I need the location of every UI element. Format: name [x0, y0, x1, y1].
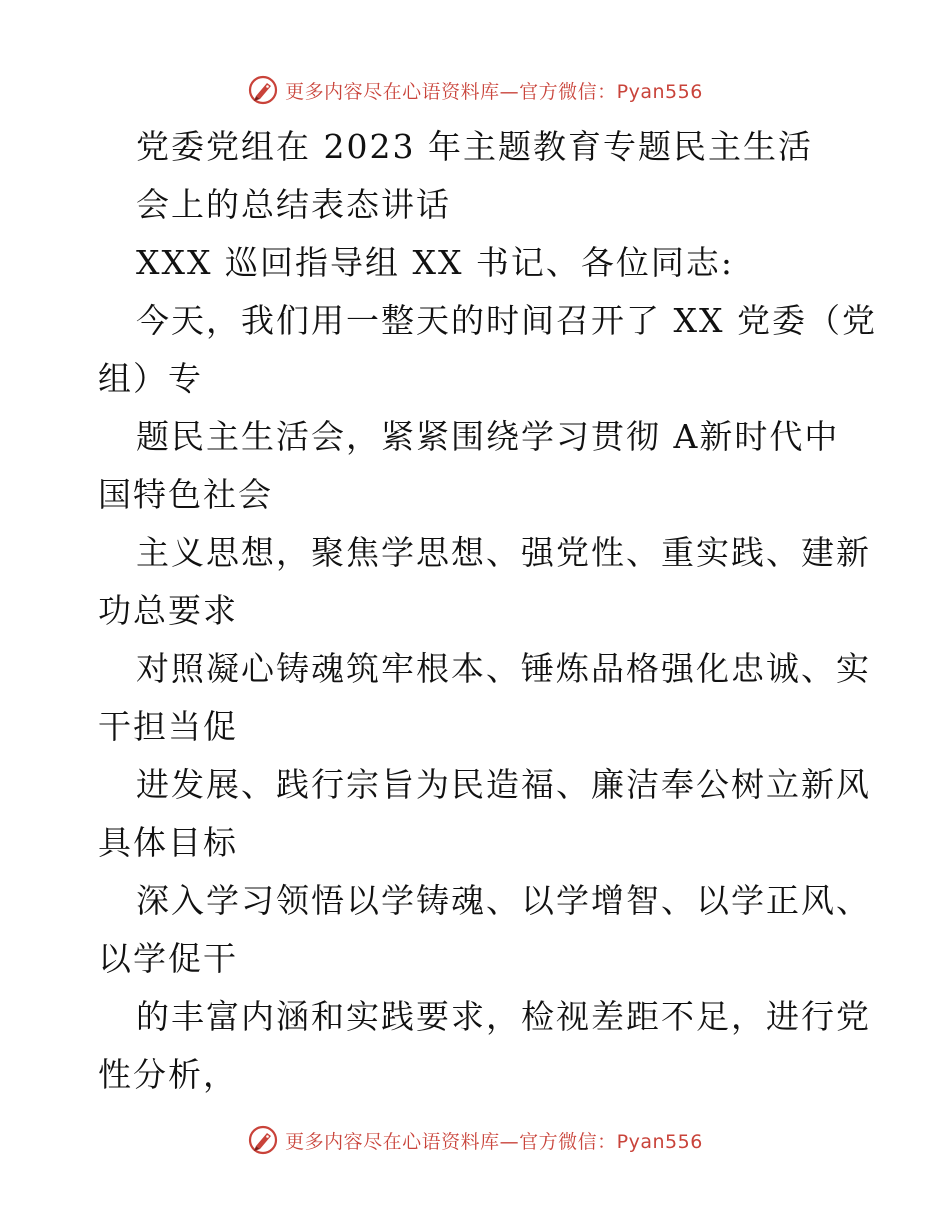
- document-line: 性分析，: [98, 1055, 238, 1094]
- document-line: 对照凝心铸魂筑牢根本、锤炼品格强化忠诚、实: [136, 649, 871, 688]
- document-line: 深入学习领悟以学铸魂、以学增智、以学正风、: [136, 881, 871, 920]
- pen-logo-icon: [247, 74, 279, 106]
- document-line: 主义思想，聚焦学思想、强党性、重实践、建新: [136, 533, 871, 572]
- footer-banner: [0, 1120, 950, 1160]
- header-banner-text: 更多内容尽在心语资料库—官方微信：Pyan556: [285, 80, 703, 103]
- document-line: 进发展、践行宗旨为民造福、廉洁奉公树立新风: [136, 765, 871, 804]
- footer-banner-text: 更多内容尽在心语资料库—官方微信：Pyan556: [285, 1130, 703, 1153]
- document-line: XXX 巡回指导组 XX 书记、各位同志:: [136, 243, 735, 282]
- header-banner: [0, 70, 950, 110]
- document-line: 今天，我们用一整天的时间召开了 XX 党委（党: [136, 301, 877, 340]
- document-line: 党委党组在 2023 年主题教育专题民主生活: [136, 127, 813, 166]
- document-line: 的丰富内涵和实践要求，检视差距不足，进行党: [136, 997, 871, 1036]
- document-line: 国特色社会: [98, 475, 273, 514]
- document-line: 题民主生活会，紧紧围绕学习贯彻 A新时代中: [136, 417, 840, 456]
- pen-logo-icon: [247, 1124, 279, 1156]
- document-line: 功总要求: [98, 591, 238, 630]
- document-line: 组）专: [98, 359, 203, 398]
- document-body: [98, 118, 877, 1104]
- document-line: 具体目标: [98, 823, 238, 862]
- document-line: 会上的总结表态讲话: [136, 185, 451, 224]
- document-line: 干担当促: [98, 707, 238, 746]
- document-line: 以学促干: [98, 939, 238, 978]
